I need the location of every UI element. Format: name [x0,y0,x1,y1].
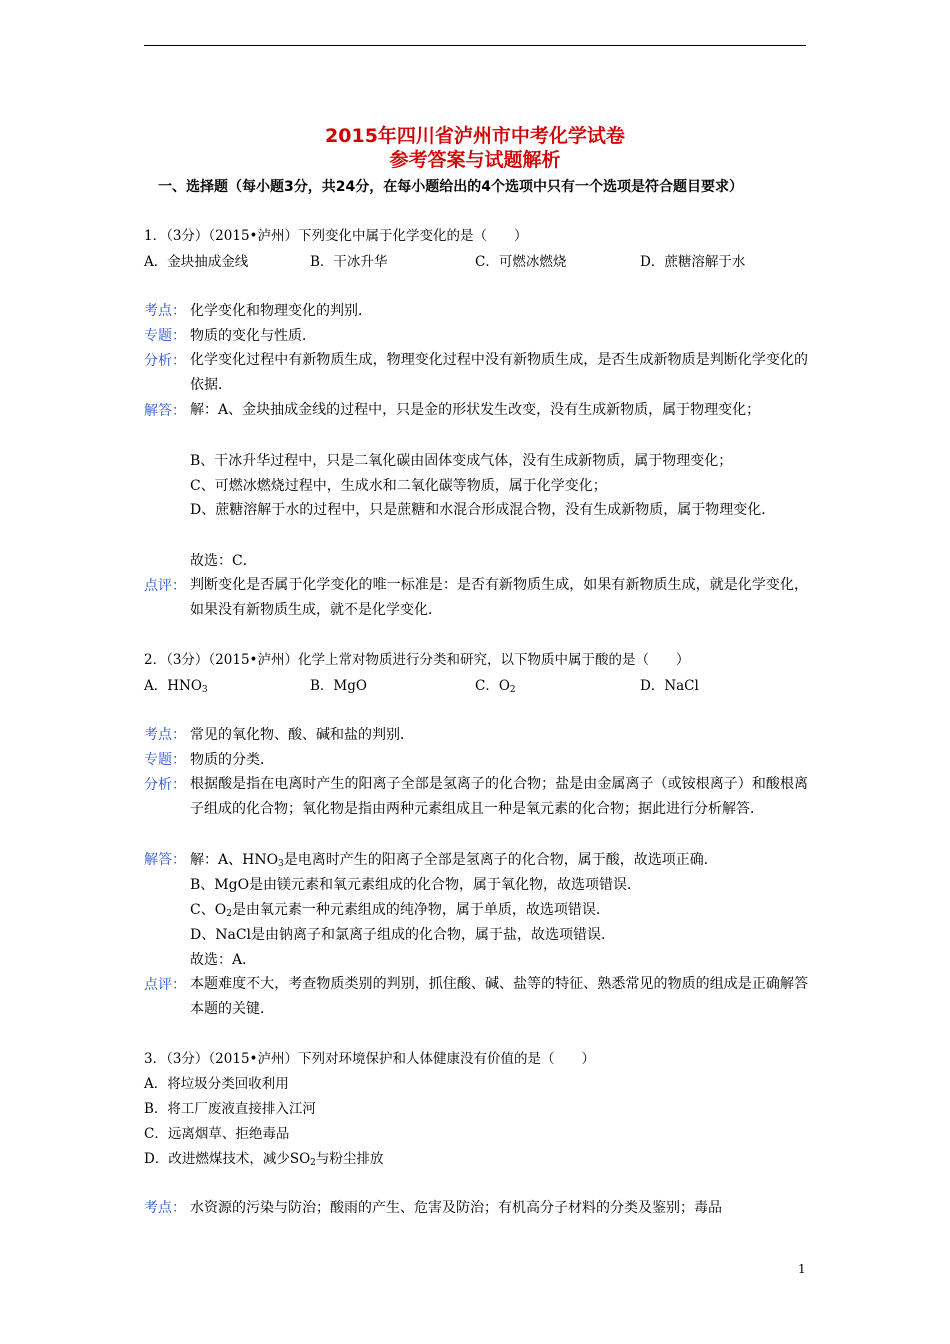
q1-option-c: C．可燃冰燃烧 [475,254,567,270]
page-subtitle: 参考答案与试题解析 [389,149,561,171]
q2-zhuanti: 物质的分类． [190,752,274,768]
q3-option-b: B．将工厂废液直接排入江河 [144,1101,316,1117]
q2-option-a: A．$HNO_3$ [144,678,208,695]
q1-option-b: B．干冰升华 [310,254,388,270]
q2-jieda-b: B、MgO是由镁元素和氧元素组成的化合物，属于氧化物，故选项错误． [190,877,642,893]
q3-kaodian: 水资源的污染与防治；酸雨的产生、危害及防治；有机高分子材料的分类及鉴别；毒品 [190,1200,722,1216]
q1-jieda-d: D、蔗糖溶解于水的过程中，只是蔗糖和水混合形成混合物，没有生成新物质，属于物理变化． [190,502,776,518]
q2-answer: 故选：A． [190,952,257,968]
q2-dianping: 本题难度不大，考查物质类别的判别，抓住酸、碱、盐等的特征、熟悉常见的物质的组成是正确解答本题的关键． [190,976,808,1017]
q1-fenxi-label: 分析： [144,353,186,369]
q2-stem: 2．（3分）（2015•泸州）化学上常对物质进行分类和研究，以下物质中属于酸的是（ ） [144,652,690,668]
q3-kaodian-label: 考点： [144,1200,186,1216]
q2-kaodian: 常见的氧化物、酸、碱和盐的判别． [190,727,414,743]
q2-option-b: B．MgO [310,678,367,694]
q1-fenxi: 化学变化过程中有新物质生成，物理变化过程中没有新物质生成，是否生成新物质是判断化学变化的依据． [190,352,808,393]
q2-kaodian-label: 考点： [144,727,186,743]
q1-kaodian-label: 考点： [144,303,186,319]
q1-jieda-c: C、可燃冰燃烧过程中，生成水和二氧化碳等物质，属于化学变化； [190,478,607,494]
q2-jieda-label: 解答： [144,852,186,868]
q1-jieda-label: 解答： [144,403,186,419]
q2-fenxi-label: 分析： [144,777,186,793]
q3-option-a: A．将垃圾分类回收利用 [144,1076,289,1092]
q1-dianping-label: 点评： [144,578,186,594]
header-rule [144,45,806,46]
q1-jieda-b: B、干冰升华过程中，只是二氧化碳由固体变成气体，没有生成新物质，属于物理变化； [190,453,733,469]
q1-zhuanti-label: 专题： [144,328,186,344]
section-title: 一、选择题（每小题3分，共24分，在每小题给出的4个选项中只有一个选项是符合题目要求） [158,179,743,195]
q2-dianping-label: 点评： [144,977,186,993]
q1-answer: 故选：C． [190,553,257,569]
q1-option-a: A．金块抽成金线 [144,254,249,270]
q1-zhuanti: 物质的变化与性质． [190,328,316,344]
q2-fenxi: 根据酸是指在电离时产生的阳离子全部是氢离子的化合物；盐是由金属离子（或铵根离子）和酸根离子组成的化合物；氧化物是指由两种元素组成且一种是氧元素的化合物；据此进行分析解答． [190,776,808,817]
q1-stem: 1．（3分）（2015•泸州）下列变化中属于化学变化的是（ ） [144,228,528,244]
q3-option-c: C．远离烟草、拒绝毒品 [144,1126,290,1142]
q2-option-d: D．NaCl [640,678,699,694]
q1-option-d: D．蔗糖溶解于水 [640,254,746,270]
page-number: 1 [798,1262,806,1276]
q1-dianping: 判断变化是否属于化学变化的唯一标准是：是否有新物质生成，如果有新物质生成，就是化学变化，如果没有新物质生成，就不是化学变化． [190,577,808,618]
q1-jieda-a: 解：A、金块抽成金线的过程中，只是金的形状发生改变，没有生成新物质，属于物理变化； [190,402,761,418]
q2-jieda-d: D、NaCl是由钠离子和氯离子组成的化合物，属于盐，故选项错误． [190,927,616,943]
q2-jieda-a: 解：A、$HNO_3$是电离时产生的阳离子全部是氢离子的化合物，属于酸，故选项正确． [190,852,718,869]
q3-stem: 3．（3分）（2015•泸州）下列对环境保护和人体健康没有价值的是（ ） [144,1051,595,1067]
q2-option-c: C．$O_2$ [475,678,516,695]
q2-jieda-c: C、$O_2$是由氧元素一种元素组成的纯净物，属于单质，故选项错误． [190,902,610,919]
q3-option-d: D．改进燃煤技术，减少$SO_2$与粉尘排放 [144,1151,384,1168]
page-title: 2015年四川省泸州市中考化学试卷 [325,125,625,147]
q2-zhuanti-label: 专题： [144,752,186,768]
q1-kaodian: 化学变化和物理变化的判别． [190,303,372,319]
